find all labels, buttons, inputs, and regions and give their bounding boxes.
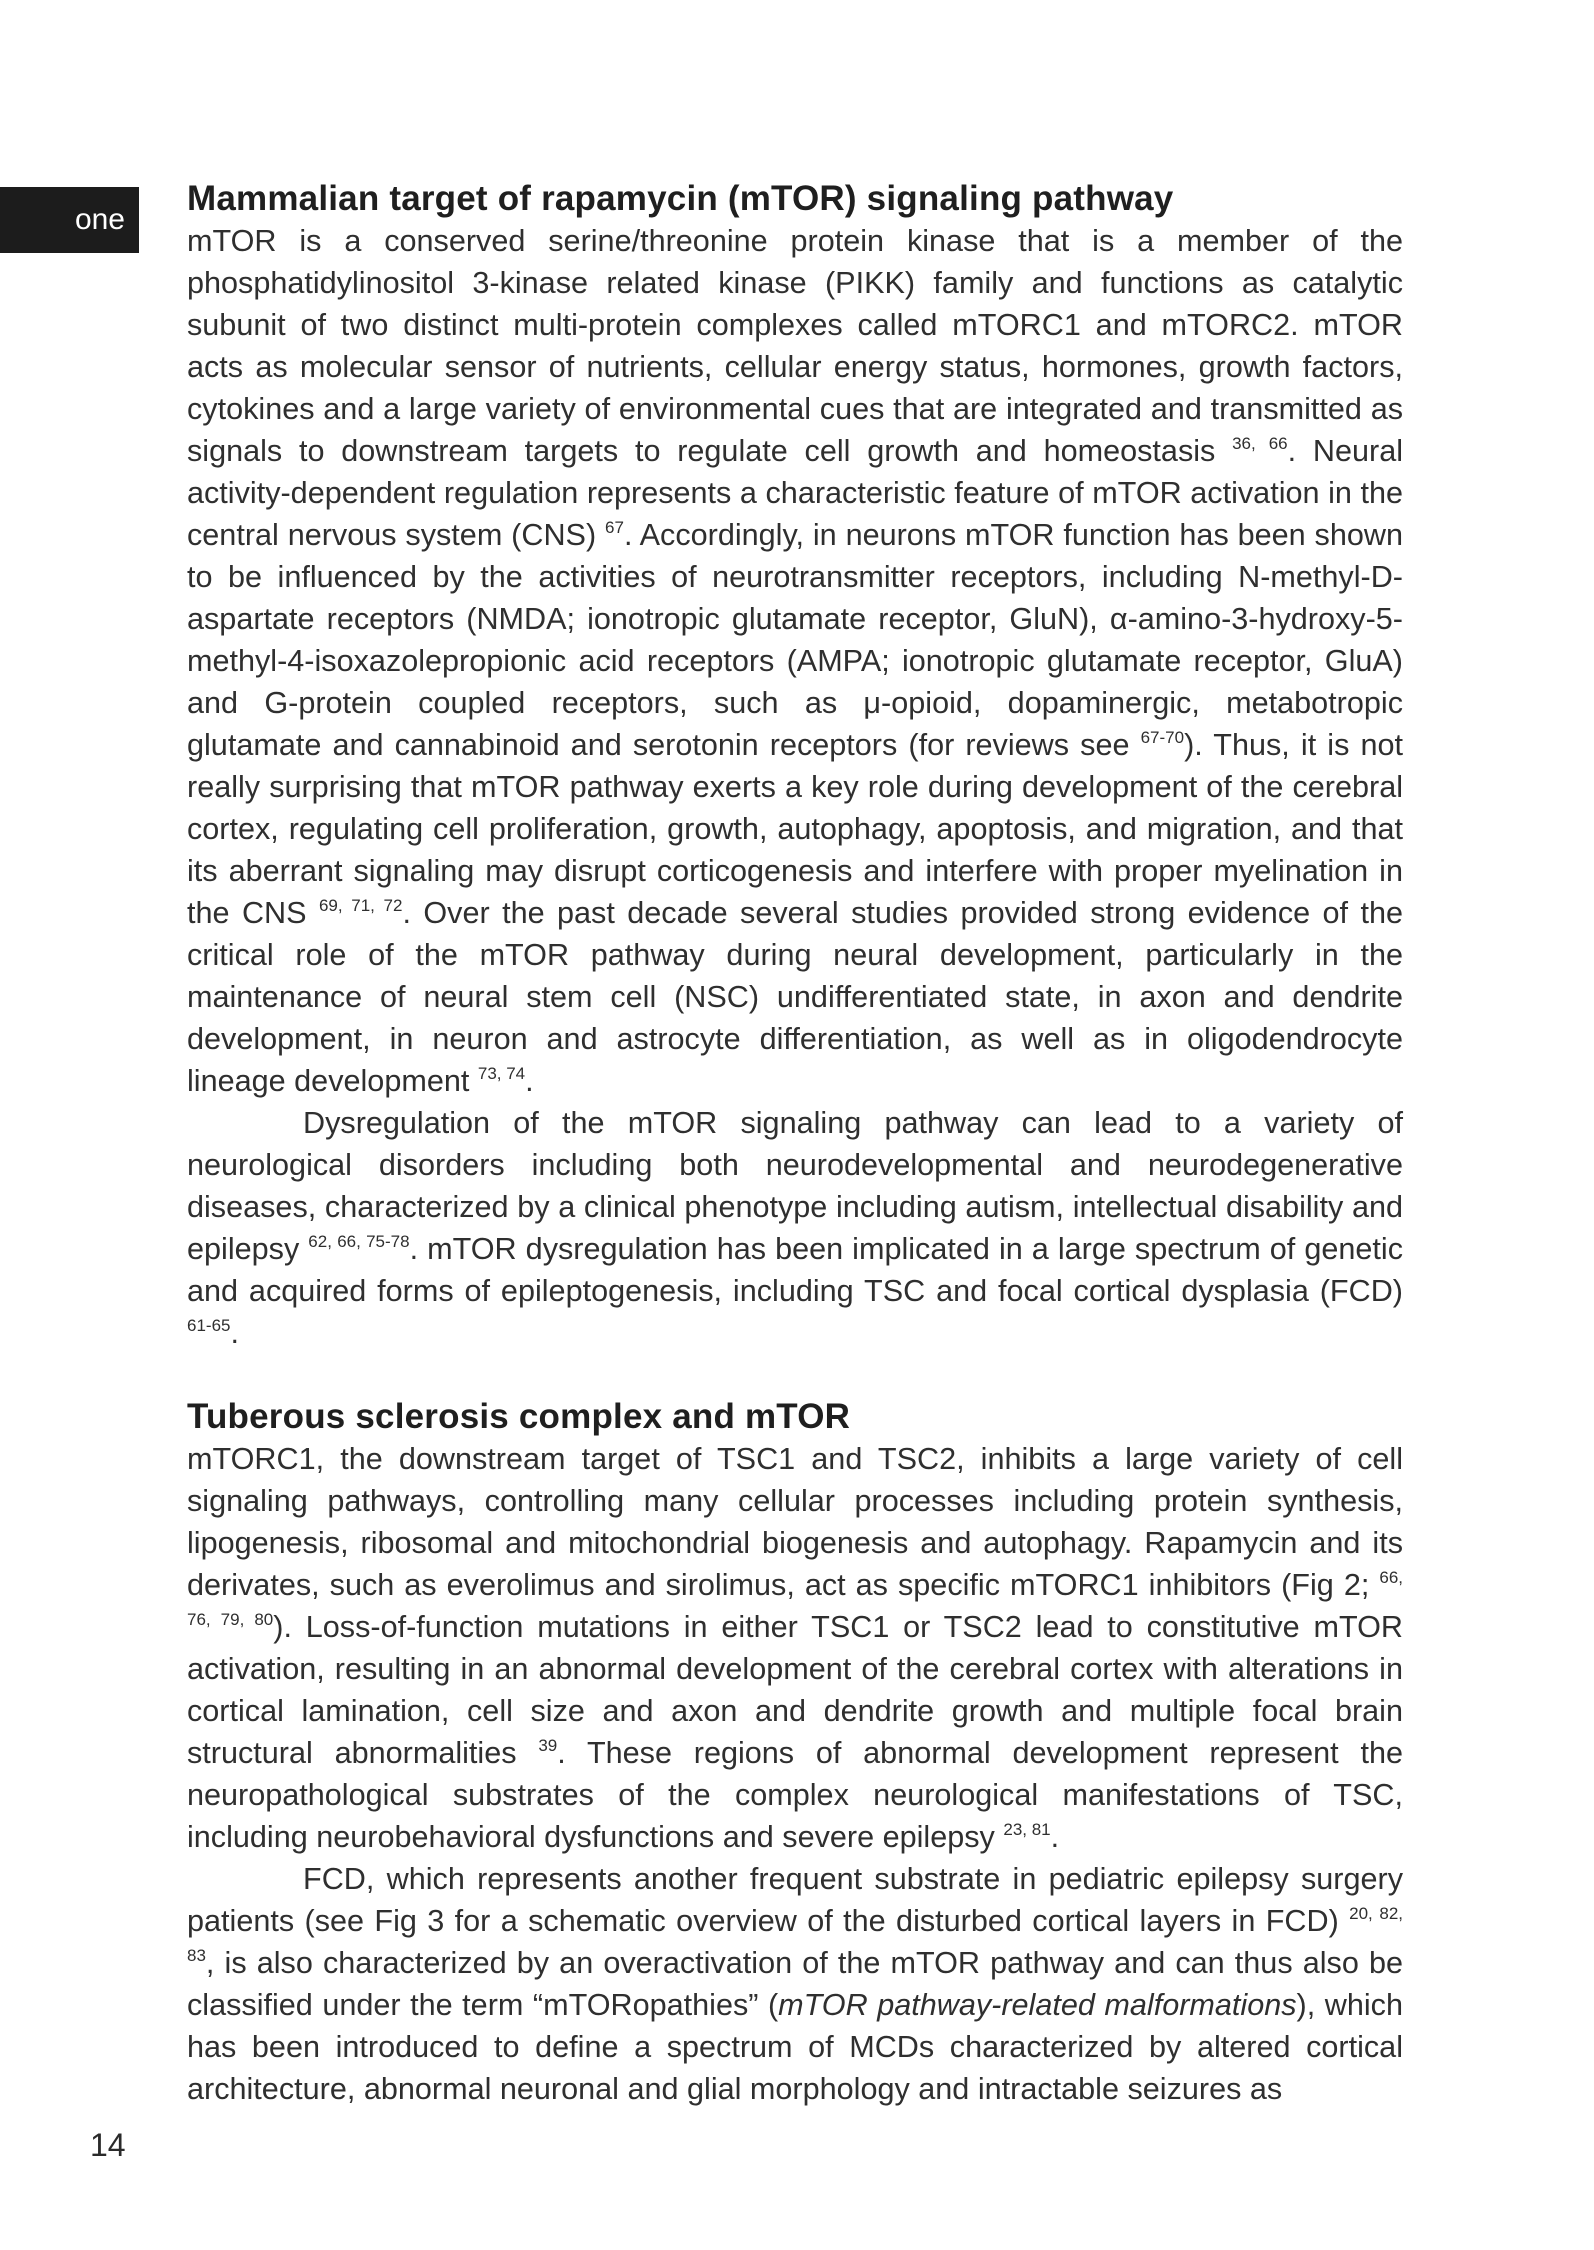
text: mTOR is a conserved serine/threonine protein kinase that is a member of the phosphatidylinositol 3-kinase related kinase (PIKK) family and functions as catalytic subunit of two distinct multi-protein complexes called mTORC1 and mTORC2. mTOR acts as molecular sensor of nutrients, cellular energy status, hormones, growth factors, cytokines and a large variety of environmental cues that are integrated and transmitted as signals to downstream targets to regulate cell growth and homeostasis	[187, 224, 1403, 468]
text: . These regions of abnormal development represent the neuropathological substrates of the complex neurological manifestations of TSC, including neurobehavioral dysfunctions and severe epilepsy	[187, 1736, 1403, 1854]
text: . Over the past decade several studies provided strong evidence of the critical role of the mTOR pathway during neural development, particularly in the maintenance of neural stem cell (NSC) undifferentiated state, in axon and dendrite development, in neuron and astrocyte differentiation, as well as in oligodendrocyte lineage development	[187, 896, 1404, 1098]
section-heading-tsc: Tuberous sclerosis complex and mTOR	[187, 1397, 851, 1436]
citation: 61-65	[187, 1316, 231, 1336]
citation: 73, 74	[477, 1064, 526, 1084]
text: ), which has been introduced to define a spectrum of MCDs characterized by altered cortical architecture, abnormal neuronal and glial morphology and intractable seizures as	[187, 1988, 1403, 2106]
paragraph	[187, 1438, 1403, 1858]
paragraph	[187, 220, 1403, 1102]
text: ). Loss-of-function mutations in either TSC1 or TSC2 lead to constitutive mTOR activation, resulting in an abnormal development of the cerebral cortex with alterations in cortical lamination, cell size and axon and dendrite growth and multiple focal brain structural abnormalities	[187, 1610, 1403, 1770]
page-number: 14	[90, 2127, 126, 2163]
text: ). Thus, it is not really surprising that mTOR pathway exerts a key role during development of the cerebral cortex, regulating cell proliferation, growth, autophagy, apoptosis, and migration, and that its aberrant signaling may disrupt corticogenesis and interfere with proper myelination in the CNS	[187, 728, 1403, 930]
text: . Neural activity-dependent regulation represents a characteristic feature of mTOR activation in the central nervous system (CNS)	[187, 434, 1404, 552]
citation: 36, 66	[1232, 434, 1288, 454]
text: mTORC1, the downstream target of TSC1 and TSC2, inhibits a large variety of cell signaling pathways, controlling many cellular processes including protein synthesis, lipogenesis, ribosomal and mitochondrial biogenesis and autophagy. Rapamycin and its derivates, such as everolimus and sirolimus, act as specific mTORC1 inhibitors (Fig 2;	[187, 1442, 1403, 1602]
citation: 23, 81	[1003, 1820, 1051, 1840]
citation: 20, 82, 83	[187, 1904, 1403, 1966]
text: .	[525, 1064, 534, 1098]
section-heading-mtor: Mammalian target of rapamycin (mTOR) signaling pathway	[187, 179, 1174, 218]
citation: 67	[605, 518, 624, 538]
text: . mTOR dysregulation has been implicated in a large spectrum of genetic and acquired forms of epileptogenesis, including TSC and focal cortical dysplasia (FCD)	[187, 1232, 1403, 1308]
citation: 66, 76, 79, 80	[187, 1568, 1403, 1630]
text: , is also characterized by an overactivation of the mTOR pathway and can thus also be classified under the term “mTORopathies” (	[187, 1946, 1403, 2022]
text: .	[1050, 1820, 1060, 1854]
text: . Accordingly, in neurons mTOR function has been shown to be influenced by the activities of neurotransmitter receptors, including N-methyl-D-aspartate receptors (NMDA; ionotropic glutamate receptor, GluN), α-amino-3-hydroxy-5-methyl-4-isoxazolepropionic acid receptors (AMPA; ionotropic glutamate receptor, GluA) and G-protein coupled receptors, such as μ-opioid, dopaminergic, metabotropic glutamate and cannabinoid and serotonin receptors (for reviews see	[187, 518, 1403, 762]
italic-term: mTOR pathway-related malformations	[778, 1988, 1297, 2022]
citation: 67-70	[1140, 728, 1185, 748]
citation: 69, 71, 72	[318, 896, 403, 916]
citation: 62, 66, 75-78	[308, 1232, 410, 1252]
chapter-tab: one	[0, 187, 139, 253]
text: FCD, which represents another frequent substrate in pediatric epilepsy surgery patients (see Fig 3 for a schematic overview of the disturbed cortical layers in FCD)	[187, 1862, 1403, 1938]
citation: 39	[538, 1736, 558, 1756]
text: Dysregulation of the mTOR signaling pathway can lead to a variety of neurological disorders including both neurodevelopmental and neurodegenerative diseases, characterized by a clinical phenotype including autism, intellectual disability and epilepsy	[187, 1106, 1403, 1266]
paragraph	[187, 1102, 1403, 1354]
text: .	[230, 1316, 239, 1350]
page-body	[187, 178, 1403, 2110]
paragraph	[187, 1858, 1403, 2110]
